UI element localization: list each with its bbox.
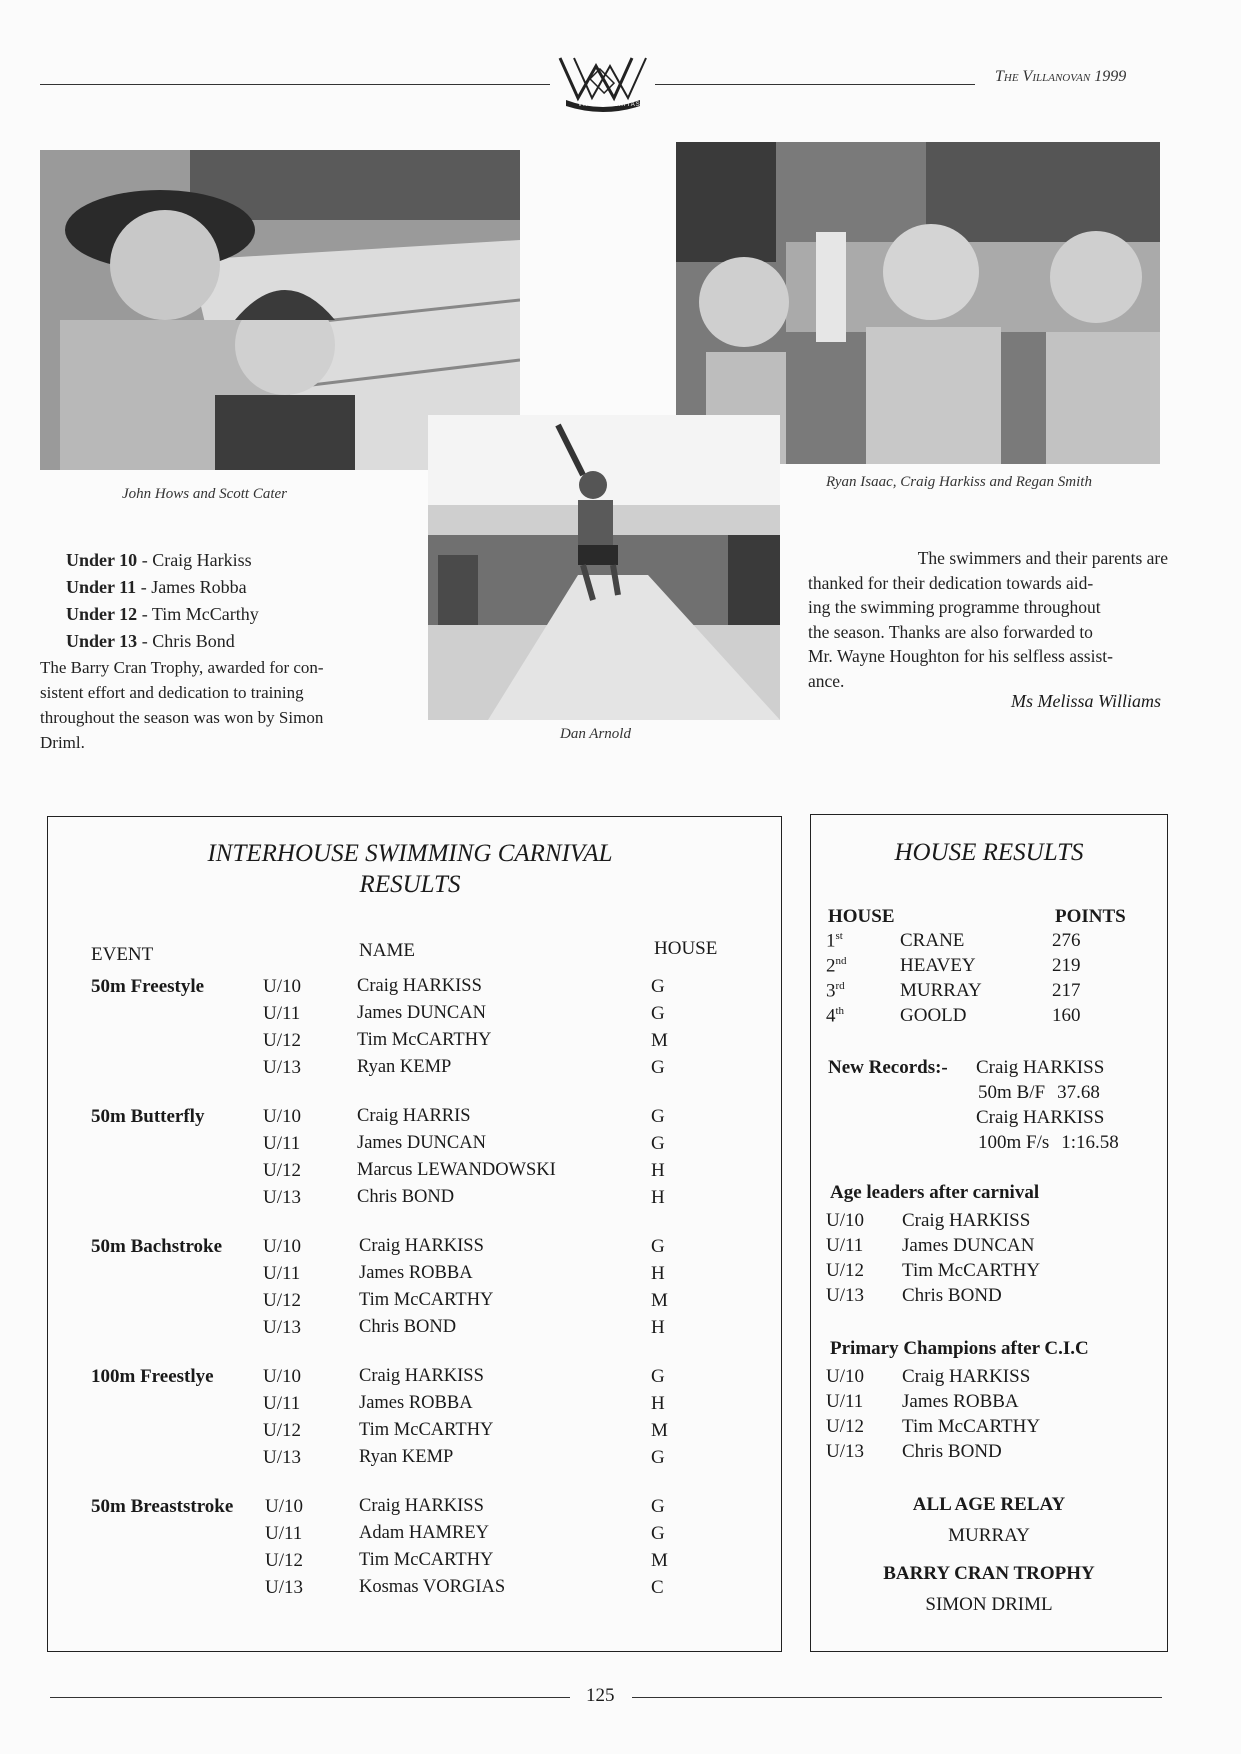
result-house: C <box>651 1577 664 1598</box>
house-place: 4th <box>826 1005 845 1027</box>
primary-name: Chris BOND <box>902 1441 1002 1462</box>
house-house: HEAVEY <box>900 955 976 976</box>
age-leaders-name: Chris BOND <box>902 1285 1002 1306</box>
header-rule-left <box>40 84 550 85</box>
result-age: U/11 <box>263 1263 301 1284</box>
result-name: Tim McCARTHY <box>359 1420 494 1440</box>
result-name: Craig HARRIS <box>357 1106 471 1126</box>
result-house: G <box>651 1523 665 1544</box>
age-leaders-name: Craig HARKISS <box>902 1210 1031 1231</box>
result-house: G <box>651 976 665 997</box>
age-leaders-name: Tim McCARTHY <box>902 1260 1041 1281</box>
result-name: Craig HARKISS <box>359 1496 484 1516</box>
house-points: 160 <box>1052 1005 1081 1026</box>
result-age: U/13 <box>263 1057 301 1078</box>
col-event-header: EVENT <box>91 944 154 965</box>
result-house: H <box>651 1263 665 1284</box>
house-points: 219 <box>1052 955 1081 976</box>
house-col-header: HOUSE <box>828 906 895 927</box>
champion-line: Under 12 - Tim McCarthy <box>66 604 259 624</box>
event-label: 50m Bachstroke <box>91 1236 223 1257</box>
result-name: Craig HARKISS <box>357 976 482 996</box>
house-place: 2nd <box>826 955 847 977</box>
result-age: U/11 <box>263 1393 301 1414</box>
footer-rule-left <box>50 1697 570 1698</box>
result-name: Tim McCARTHY <box>357 1030 492 1050</box>
new-records-label: New Records:- <box>828 1057 948 1078</box>
result-name: Tim McCARTHY <box>359 1290 494 1310</box>
trophy-paragraph: The Barry Cran Trophy, awarded for con- sistent effort and dedication to training throughout the season was won by Simon Driml. <box>40 658 324 752</box>
caption-photo-3: Dan Arnold <box>560 726 631 742</box>
champion-line: Under 13 - Chris Bond <box>66 631 235 651</box>
result-age: U/12 <box>265 1550 303 1571</box>
footer-rule-right <box>632 1697 1162 1698</box>
result-house: M <box>651 1420 668 1441</box>
relay-title: ALL AGE RELAY <box>912 1494 1066 1515</box>
result-age: U/13 <box>263 1317 301 1338</box>
caption-photo-1: John Hows and Scott Cater <box>122 486 287 502</box>
thanks-paragraph: The swimmers and their parents are thanked for their dedication towards aid- ing the swimming programme throughout the season. Thanks are also forwarded to Mr. Wayne Houghton for his selfless assist- ance. <box>808 548 1168 691</box>
result-name: Kosmas VORGIAS <box>359 1577 506 1597</box>
house-points: 276 <box>1052 930 1081 951</box>
result-house: H <box>651 1160 665 1181</box>
result-name: James DUNCAN <box>357 1133 486 1153</box>
trophy-winner: SIMON DRIML <box>925 1594 1053 1615</box>
caption-photo-2: Ryan Isaac, Craig Harkiss and Regan Smith <box>826 474 1092 490</box>
col-name-header: NAME <box>359 940 415 961</box>
result-house: M <box>651 1550 668 1571</box>
result-age: U/13 <box>263 1447 301 1468</box>
result-name: James ROBBA <box>359 1263 473 1283</box>
house-place: 1st <box>826 930 843 952</box>
result-house: G <box>651 1057 665 1078</box>
result-house: G <box>651 1496 665 1517</box>
event-label: 50m Freestyle <box>91 976 205 997</box>
result-house: G <box>651 1003 665 1024</box>
result-house: H <box>651 1187 665 1208</box>
result-house: G <box>651 1447 665 1468</box>
points-col-header: POINTS <box>1055 906 1126 927</box>
house-points: 217 <box>1052 980 1081 1001</box>
record-detail: 100m F/s 1:16.58 <box>978 1132 1119 1153</box>
logo-motto: VIRTUS VERITAS <box>578 102 641 108</box>
header-rule-right <box>655 84 975 85</box>
champion-line: Under 10 - Craig Harkiss <box>66 550 252 570</box>
result-name: Ryan KEMP <box>357 1057 452 1077</box>
page-header-title: The Villanovan 1999 <box>995 68 1127 85</box>
interhouse-title: INTERHOUSE SWIMMING CARNIVAL RESULTS <box>207 840 613 898</box>
result-name: Ryan KEMP <box>359 1447 454 1467</box>
age-leaders-name: James DUNCAN <box>902 1235 1035 1256</box>
event-label: 50m Breaststroke <box>91 1496 234 1517</box>
age-leaders-age: U/11 <box>826 1235 864 1256</box>
result-age: U/12 <box>263 1030 301 1051</box>
house-house: GOOLD <box>900 1005 967 1026</box>
event-label: 100m Freestlye <box>91 1366 214 1387</box>
villanova-logo <box>556 52 650 112</box>
house-house: MURRAY <box>900 980 982 1001</box>
house-house: CRANE <box>900 930 965 951</box>
result-house: M <box>651 1290 668 1311</box>
age-leaders-age: U/13 <box>826 1285 864 1306</box>
result-age: U/13 <box>263 1187 301 1208</box>
result-house: G <box>651 1236 665 1257</box>
result-house: M <box>651 1030 668 1051</box>
primary-age: U/11 <box>826 1391 864 1412</box>
primary-age: U/10 <box>826 1366 864 1387</box>
result-name: Chris BOND <box>357 1187 455 1207</box>
result-house: G <box>651 1106 665 1127</box>
result-age: U/11 <box>265 1523 303 1544</box>
result-name: James ROBBA <box>359 1393 473 1413</box>
primary-age: U/13 <box>826 1441 864 1462</box>
relay-winner: MURRAY <box>948 1525 1030 1546</box>
result-age: U/12 <box>263 1160 301 1181</box>
age-leaders-age: U/10 <box>826 1210 864 1231</box>
result-age: U/11 <box>263 1003 301 1024</box>
record-detail: 50m B/F 37.68 <box>978 1082 1100 1103</box>
primary-champions-title: Primary Champions after C.I.C <box>830 1338 1089 1359</box>
primary-name: Craig HARKISS <box>902 1366 1031 1387</box>
result-name: Marcus LEWANDOWSKI <box>357 1160 556 1180</box>
result-name: Craig HARKISS <box>359 1366 484 1386</box>
result-age: U/13 <box>265 1577 303 1598</box>
age-champions-text <box>66 547 406 655</box>
house-place: 3rd <box>826 980 845 1002</box>
col-house-header: HOUSE <box>654 938 718 959</box>
result-name: Craig HARKISS <box>359 1236 484 1256</box>
primary-name: James ROBBA <box>902 1391 1019 1412</box>
result-house: H <box>651 1393 665 1414</box>
result-age: U/10 <box>263 1236 301 1257</box>
trophy-title: BARRY CRAN TROPHY <box>883 1563 1095 1584</box>
record-holder: Craig HARKISS <box>976 1057 1105 1078</box>
result-name: Chris BOND <box>359 1317 457 1337</box>
house-results-title: HOUSE RESULTS <box>894 839 1084 866</box>
result-name: James DUNCAN <box>357 1003 486 1023</box>
result-age: U/10 <box>263 1106 301 1127</box>
event-label: 50m Butterfly <box>91 1106 205 1127</box>
result-name: Adam HAMREY <box>359 1523 490 1543</box>
result-age: U/12 <box>263 1420 301 1441</box>
primary-age: U/12 <box>826 1416 864 1437</box>
result-age: U/10 <box>263 976 301 997</box>
result-house: H <box>651 1317 665 1338</box>
result-name: Tim McCARTHY <box>359 1550 494 1570</box>
result-house: G <box>651 1366 665 1387</box>
record-holder: Craig HARKISS <box>976 1107 1105 1128</box>
champion-line: Under 11 - James Robba <box>66 577 247 597</box>
primary-name: Tim McCARTHY <box>902 1416 1041 1437</box>
page-number: 125 <box>586 1685 615 1706</box>
result-age: U/10 <box>265 1496 303 1517</box>
result-age: U/11 <box>263 1133 301 1154</box>
age-leaders-title: Age leaders after carnival <box>830 1182 1040 1203</box>
thanks-author: Ms Melissa Williams <box>1010 691 1161 711</box>
result-house: G <box>651 1133 665 1154</box>
result-age: U/10 <box>263 1366 301 1387</box>
photo-long-jump <box>428 415 780 720</box>
result-age: U/12 <box>263 1290 301 1311</box>
age-leaders-age: U/12 <box>826 1260 864 1281</box>
